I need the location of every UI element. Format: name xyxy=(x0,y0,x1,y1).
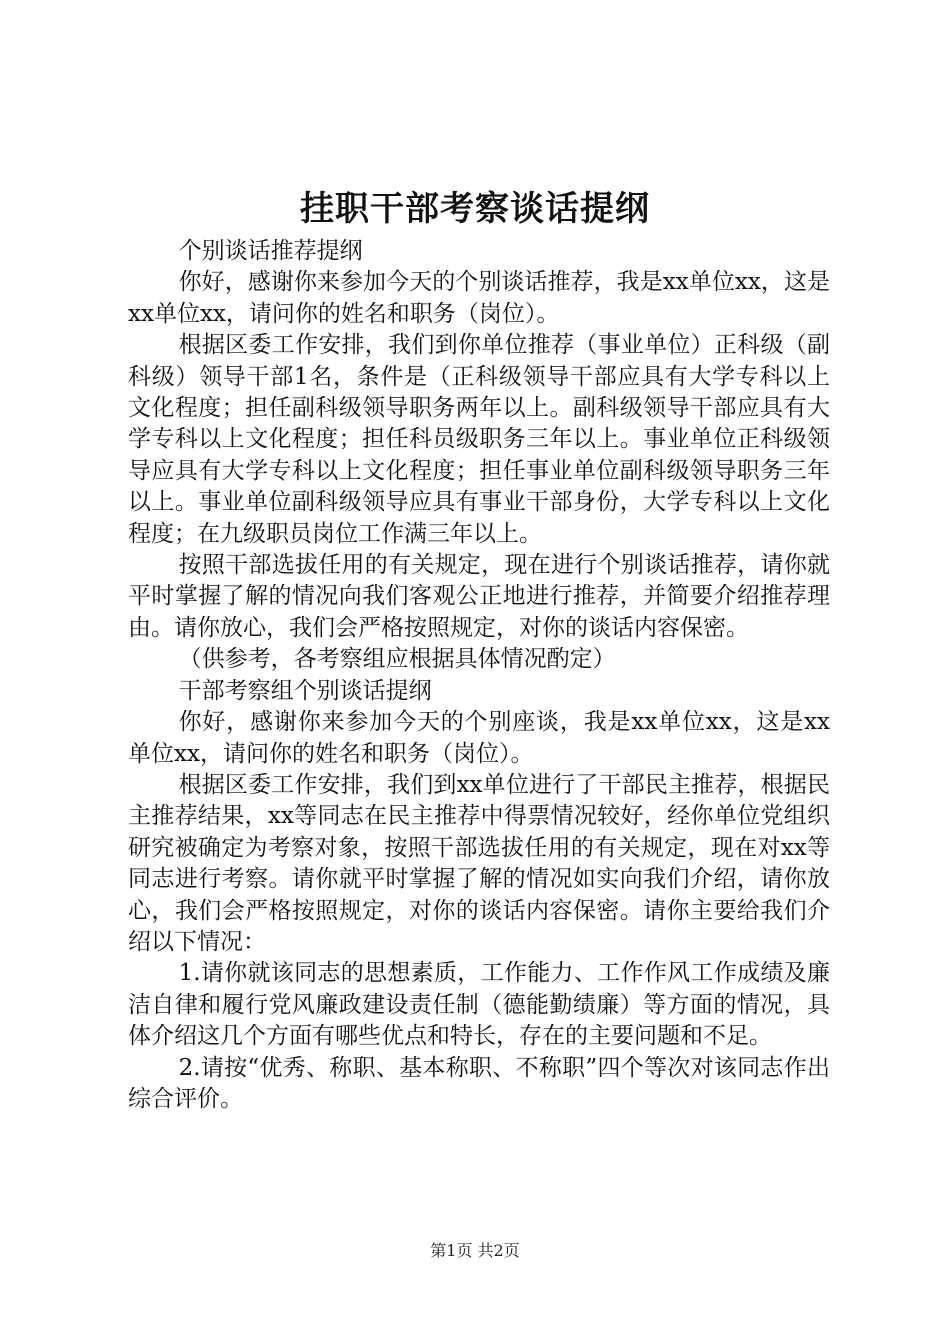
document-body xyxy=(128,236,830,1115)
paragraph-heading-1: 个别谈话推荐提纲 xyxy=(178,238,363,264)
document-title: 挂职干部考察谈话提纲 xyxy=(300,189,650,229)
paragraph: 根据区委工作安排，我们到你单位推荐（事业单位）正科级（副科级）领导干部1名，条件是（正科级领导干部应具有大学专科以上文化程度；担任副科级领导职务两年以上。副科级领导干部应具有大学专科以上文化程度；担任科员级职务三年以上。事业单位正科级领导应具有大学专科以上文化程度；担任事业单位副科级领导职务三年以上。事业单位副科级领导应具有事业干部身份，大学专科以上文化程度；在九级职员岗位工作满三年以上。 xyxy=(128,332,830,547)
list-item: 1.请你就该同志的思想素质，工作能力、工作作风工作成绩及廉洁自律和履行党风廉政建设责任制（德能勤绩廉）等方面的情况，具体介绍这几个方面有哪些优点和特长，存在的主要问题和不足。 xyxy=(128,960,830,1050)
list-item: 2.请按“优秀、称职、基本称职、不称职”四个等次对该同志作出综合评价。 xyxy=(128,1054,830,1112)
paragraph-heading-2: 干部考察组个别谈话提纲 xyxy=(178,677,432,704)
paragraph: 根据区委工作安排，我们到xx单位进行了干部民主推荐，根据民主推荐结果，xx等同志在民主推荐中得票情况较好，经你单位党组织研究被确定为考察对象，按照干部选拔任用的有关规定，现在对xx等同志进行考察。请你就平时掌握了解的情况如实向我们介绍，请你放心，我们会严格按照规定，对你的谈话内容保密。请你主要给我们介绍以下情况： xyxy=(128,771,830,955)
paragraph-note: （供参考，各考察组应根据具体情况酌定） xyxy=(178,646,616,673)
paragraph: 你好，感谢你来参加今天的个别谈话推荐，我是xx单位xx，这是xx单位xx，请问你的姓名和职务（岗位）。 xyxy=(128,269,830,327)
page-number-footer: 第1页 共2页 xyxy=(430,1241,520,1260)
paragraph: 按照干部选拔任用的有关规定，现在进行个别谈话推荐，请你就平时掌握了解的情况向我们客观公正地进行推荐，并简要介绍推荐理由。请你放心，我们会严格按照规定，对你的谈话内容保密。 xyxy=(128,552,830,641)
paragraph: 你好，感谢你来参加今天的个别座谈，我是xx单位xx，这是xx单位xx，请问你的姓名和职务（岗位）。 xyxy=(128,709,830,767)
